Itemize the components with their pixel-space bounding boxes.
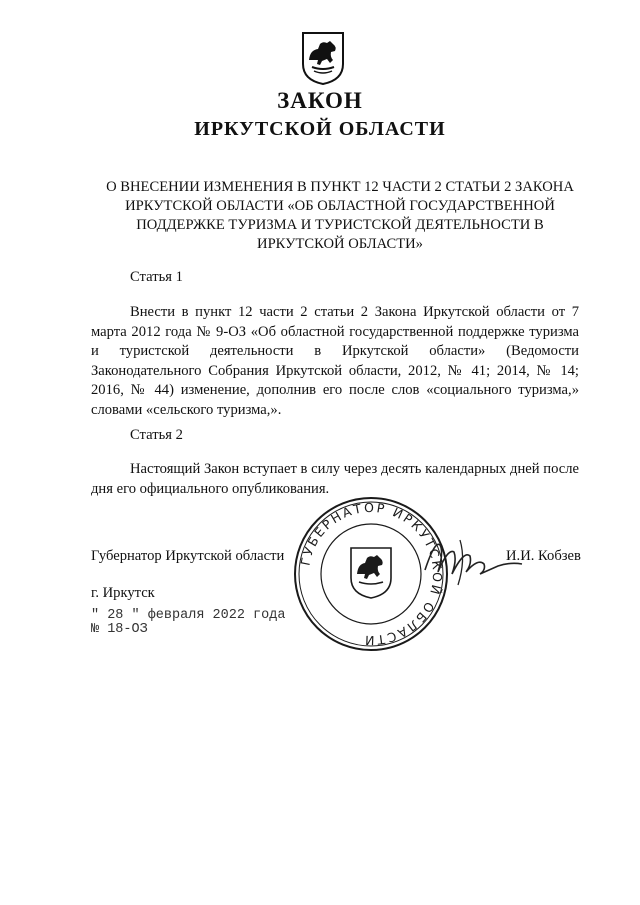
act-title: О ВНЕСЕНИИ ИЗМЕНЕНИЯ В ПУНКТ 12 ЧАСТИ 2 СТАТЬИ 2 ЗАКОНА ИРКУТСКОЙ ОБЛАСТИ «ОБ ОБЛАСТНОЙ ГОСУДАРСТВЕННОЙ ПОДДЕРЖКЕ ТУРИЗМА И ТУРИСТСКОЙ ДЕЯТЕЛЬНОСТИ В ИРКУТСКОЙ ОБЛАСТИ» [106,179,574,252]
date-stamp: " 28 " февраля 2022 года [91,608,286,623]
article-2-heading: Статья 2 [130,427,183,443]
article-1-text: Внести в пункт 12 части 2 статьи 2 Закона Иркутской области от 7 марта 2012 года № 9-ОЗ «Об областной государственной поддержке туризма и туристской деятельности в Иркутской области» (Ведомости Законодательного Собрания Иркутской области, 2012, № 41; 2014, № 14; 2016, № 44) изменение, дополнив его после слов «социального туризма,» словами «сельского туризма,». [91,304,579,418]
city-label: г. Иркутск [91,585,155,601]
article-1-heading: Статья 1 [130,269,183,285]
seal-text: ГУБЕРНАТОР ИРКУТСКОЙ ОБЛАСТИ [297,499,446,649]
law-subtitle: ИРКУТСКОЙ ОБЛАСТИ [194,118,446,140]
coat-of-arms-icon [300,30,346,86]
date-number-stamp [91,609,285,637]
article-2-text: Настоящий Закон вступает в силу через десять календарных дней после дня его официального опубликования. [91,461,579,497]
signatory-name: И.И. Кобзев [506,548,581,564]
signatory-title: Губернатор Иркутской области [91,548,285,564]
number-stamp: № 18-ОЗ [91,622,148,637]
law-title: ЗАКОН [277,88,363,113]
